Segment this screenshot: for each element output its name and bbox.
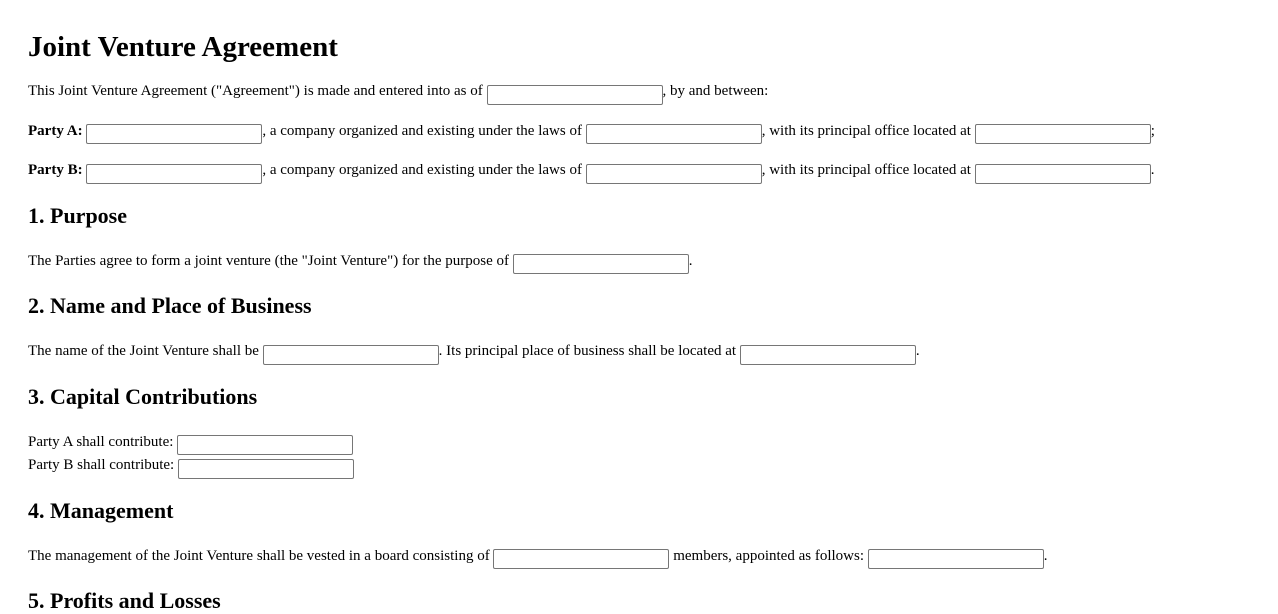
party-b-label: Party B: — [28, 162, 83, 178]
jv-name-input[interactable] — [263, 345, 439, 365]
party-a-organized-text: , a company organized and existing under the laws of — [262, 122, 586, 139]
party-a-laws-input[interactable] — [586, 124, 762, 144]
management-paragraph — [28, 546, 1250, 570]
name-place-heading: 2. Name and Place of Business — [28, 293, 312, 318]
party-b-office-input[interactable] — [975, 164, 1151, 184]
party-a-end: ; — [1150, 122, 1155, 139]
party-a-office-text: , with its principal office located at — [761, 122, 975, 139]
management-text-after: . — [1043, 547, 1048, 564]
party-a-paragraph — [28, 121, 1250, 145]
party-a-name-input[interactable] — [86, 124, 262, 144]
party-a-contribution-line — [28, 432, 1250, 456]
jv-place-input[interactable] — [740, 345, 916, 365]
purpose-text-after: . — [688, 252, 693, 269]
intro-text-before: This Joint Venture Agreement ("Agreement") is made and entered into as of — [28, 83, 487, 99]
capital-heading: 3. Capital Contributions — [28, 383, 258, 409]
management-text-middle: members, appointed as follows: — [669, 547, 868, 564]
party-a-office-input[interactable] — [975, 124, 1151, 144]
party-b-laws-input[interactable] — [586, 164, 762, 184]
intro-paragraph — [28, 81, 1250, 105]
purpose-text-before: The Parties agree to form a joint venture (the "Joint Venture") for the purpose of — [28, 252, 513, 269]
party-b-office-text: , with its principal office located at — [761, 162, 975, 178]
intro-text-after: , by and between: — [662, 83, 769, 99]
party-b-paragraph — [28, 160, 1250, 184]
purpose-heading: 1. Purpose — [28, 202, 127, 228]
party-b-organized-text: , a company organized and existing under the laws of — [262, 162, 586, 178]
name-place-paragraph — [28, 341, 1250, 365]
appointment-input[interactable] — [868, 549, 1044, 569]
party-a-label: Party A: — [28, 122, 83, 139]
purpose-input[interactable] — [513, 254, 689, 274]
party-b-contribution-label: Party B shall contribute: — [28, 457, 178, 473]
party-a-contribution-label: Party A shall contribute: — [28, 433, 178, 450]
party-b-contribution-line — [28, 455, 1250, 479]
party-b-end: . — [1150, 162, 1155, 178]
page-title: Joint Venture Agreement — [28, 31, 338, 63]
party-b-contribution-input[interactable] — [178, 459, 354, 479]
management-text-before: The management of the Joint Venture shall be vested in a board consisting of — [28, 547, 494, 564]
name-text-middle: . Its principal place of business shall be located at — [438, 343, 740, 359]
party-a-contribution-input[interactable] — [177, 435, 353, 455]
purpose-paragraph — [28, 251, 1250, 275]
management-heading: 4. Management — [28, 497, 174, 523]
profits-heading: 5. Profits and Losses — [28, 588, 221, 613]
name-text-before: The name of the Joint Venture shall be — [28, 343, 263, 359]
board-members-input[interactable] — [493, 549, 669, 569]
name-text-after: . — [915, 343, 920, 359]
agreement-date-input[interactable] — [487, 85, 663, 105]
party-b-name-input[interactable] — [86, 164, 262, 184]
